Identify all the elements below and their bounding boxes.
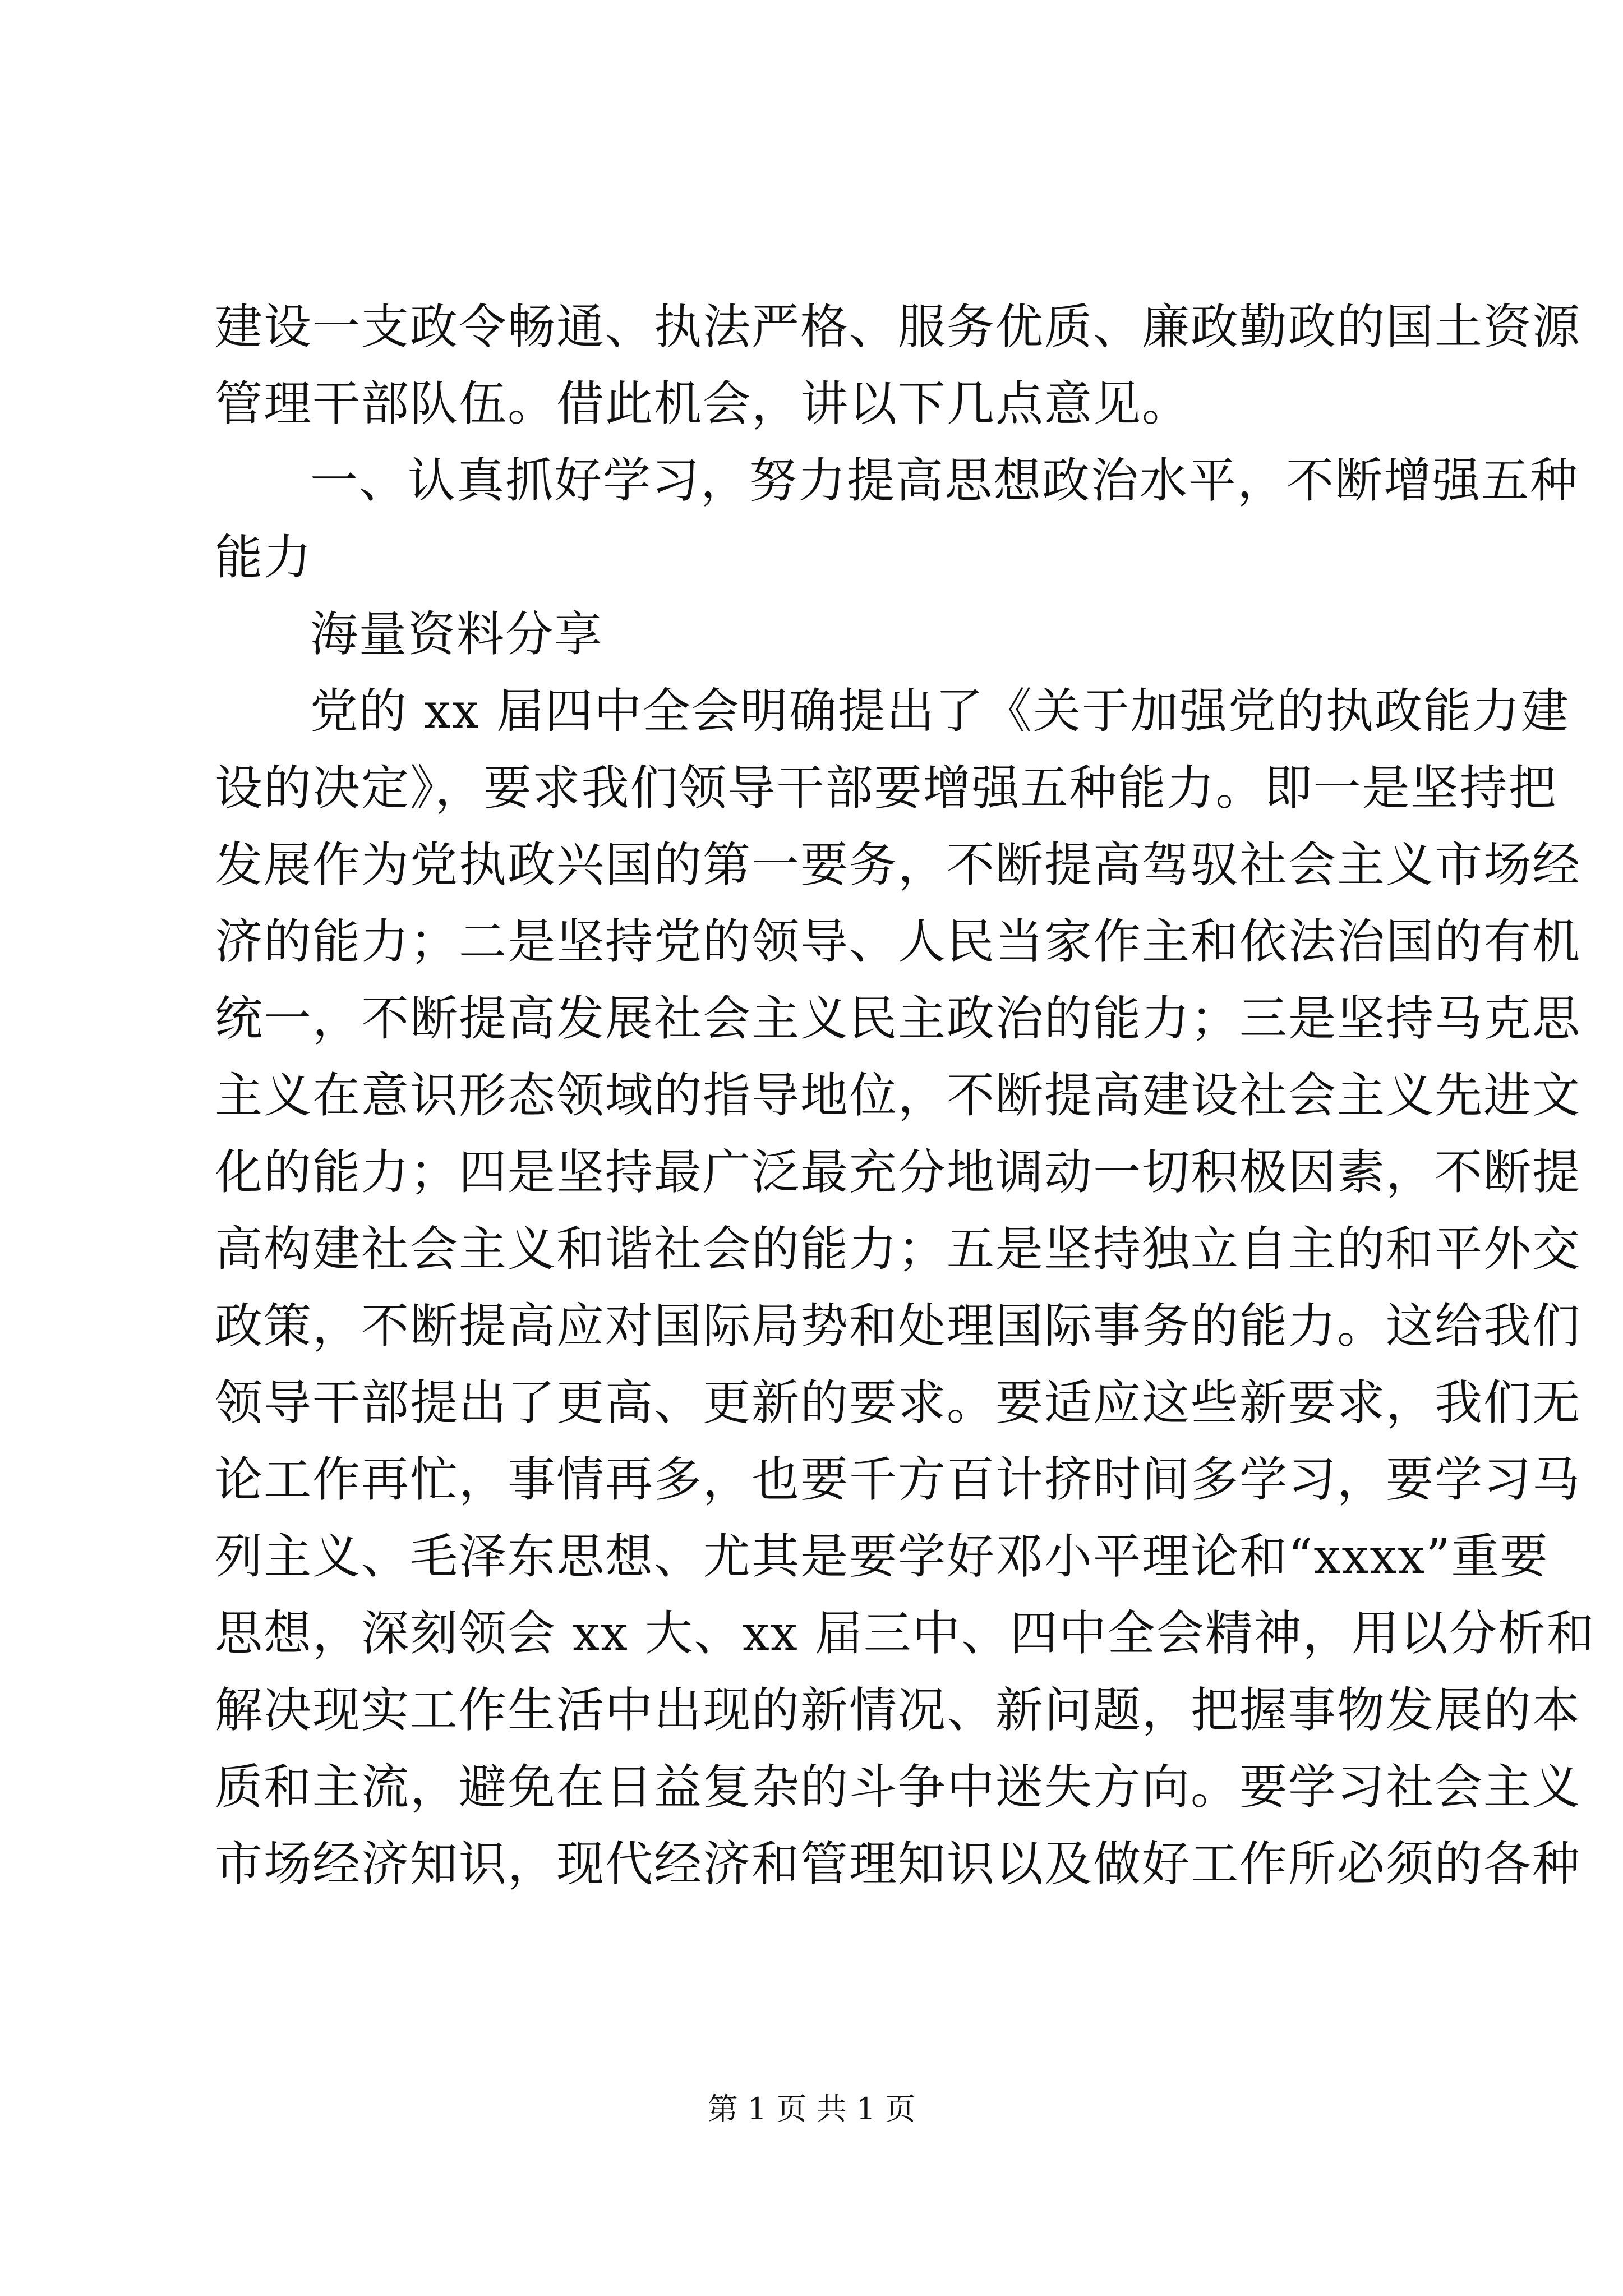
text-line: 高构建社会主义和谐社会的能力；五是坚持独立自主的和平外交 [215,1222,1581,1277]
text-line: 论工作再忙，事情再多，也要千方百计挤时间多学习，要学习马 [215,1452,1581,1508]
text-line: 党的 xx 届四中全会明确提出了《关于加强党的执政能力建 [310,684,1570,739]
text-line: 化的能力；四是坚持最广泛最充分地调动一切积极因素，不断提 [215,1145,1581,1200]
text-line: 质和主流，避免在日益复杂的斗争中迷失方向。要学习社会主义 [215,1760,1581,1815]
text-line: 海量资料分享 [310,607,603,662]
text-line: 管理干部队伍。借此机会，讲以下几点意见。 [215,376,1191,432]
text-line: 主义在意识形态领域的指导地位，不断提高建设社会主义先进文 [215,1068,1581,1124]
section-heading-line: 能力 [215,530,313,586]
text-line: 领导干部提出了更高、更新的要求。要适应这些新要求，我们无 [215,1375,1581,1431]
document-body [215,289,1596,1903]
text-line: 思想，深刻领会 xx 大、xx 届三中、四中全会精神，用以分析和 [215,1606,1596,1662]
section-heading-line: 一、认真抓好学习，努力提高思想政治水平，不断增强五种 [310,453,1579,509]
text-line: 济的能力；二是坚持党的领导、人民当家作主和依法治国的有机 [215,914,1581,970]
text-line: 解决现实工作生活中出现的新情况、新问题，把握事物发展的本 [215,1683,1581,1738]
text-line: 列主义、毛泽东思想、尤其是要学好邓小平理论和“xxxx”重要 [215,1529,1549,1585]
text-line: 设的决定》，要求我们领导干部要增强五种能力。即一是坚持把 [215,761,1557,816]
text-line: 市场经济知识，现代经济和管理知识以及做好工作所必须的各种 [215,1837,1581,1892]
text-line: 政策，不断提高应对国际局势和处理国际事务的能力。这给我们 [215,1299,1581,1354]
page-footer [0,2090,1623,2129]
page-number-label: 第 1 页 共 1 页 [707,2091,916,2127]
text-line: 统一，不断提高发展社会主义民主政治的能力；三是坚持马克思 [215,991,1581,1047]
text-line: 发展作为党执政兴国的第一要务，不断提高驾驭社会主义市场经 [215,838,1581,893]
text-line: 建设一支政令畅通、执法严格、服务优质、廉政勤政的国土资源 [215,300,1581,355]
